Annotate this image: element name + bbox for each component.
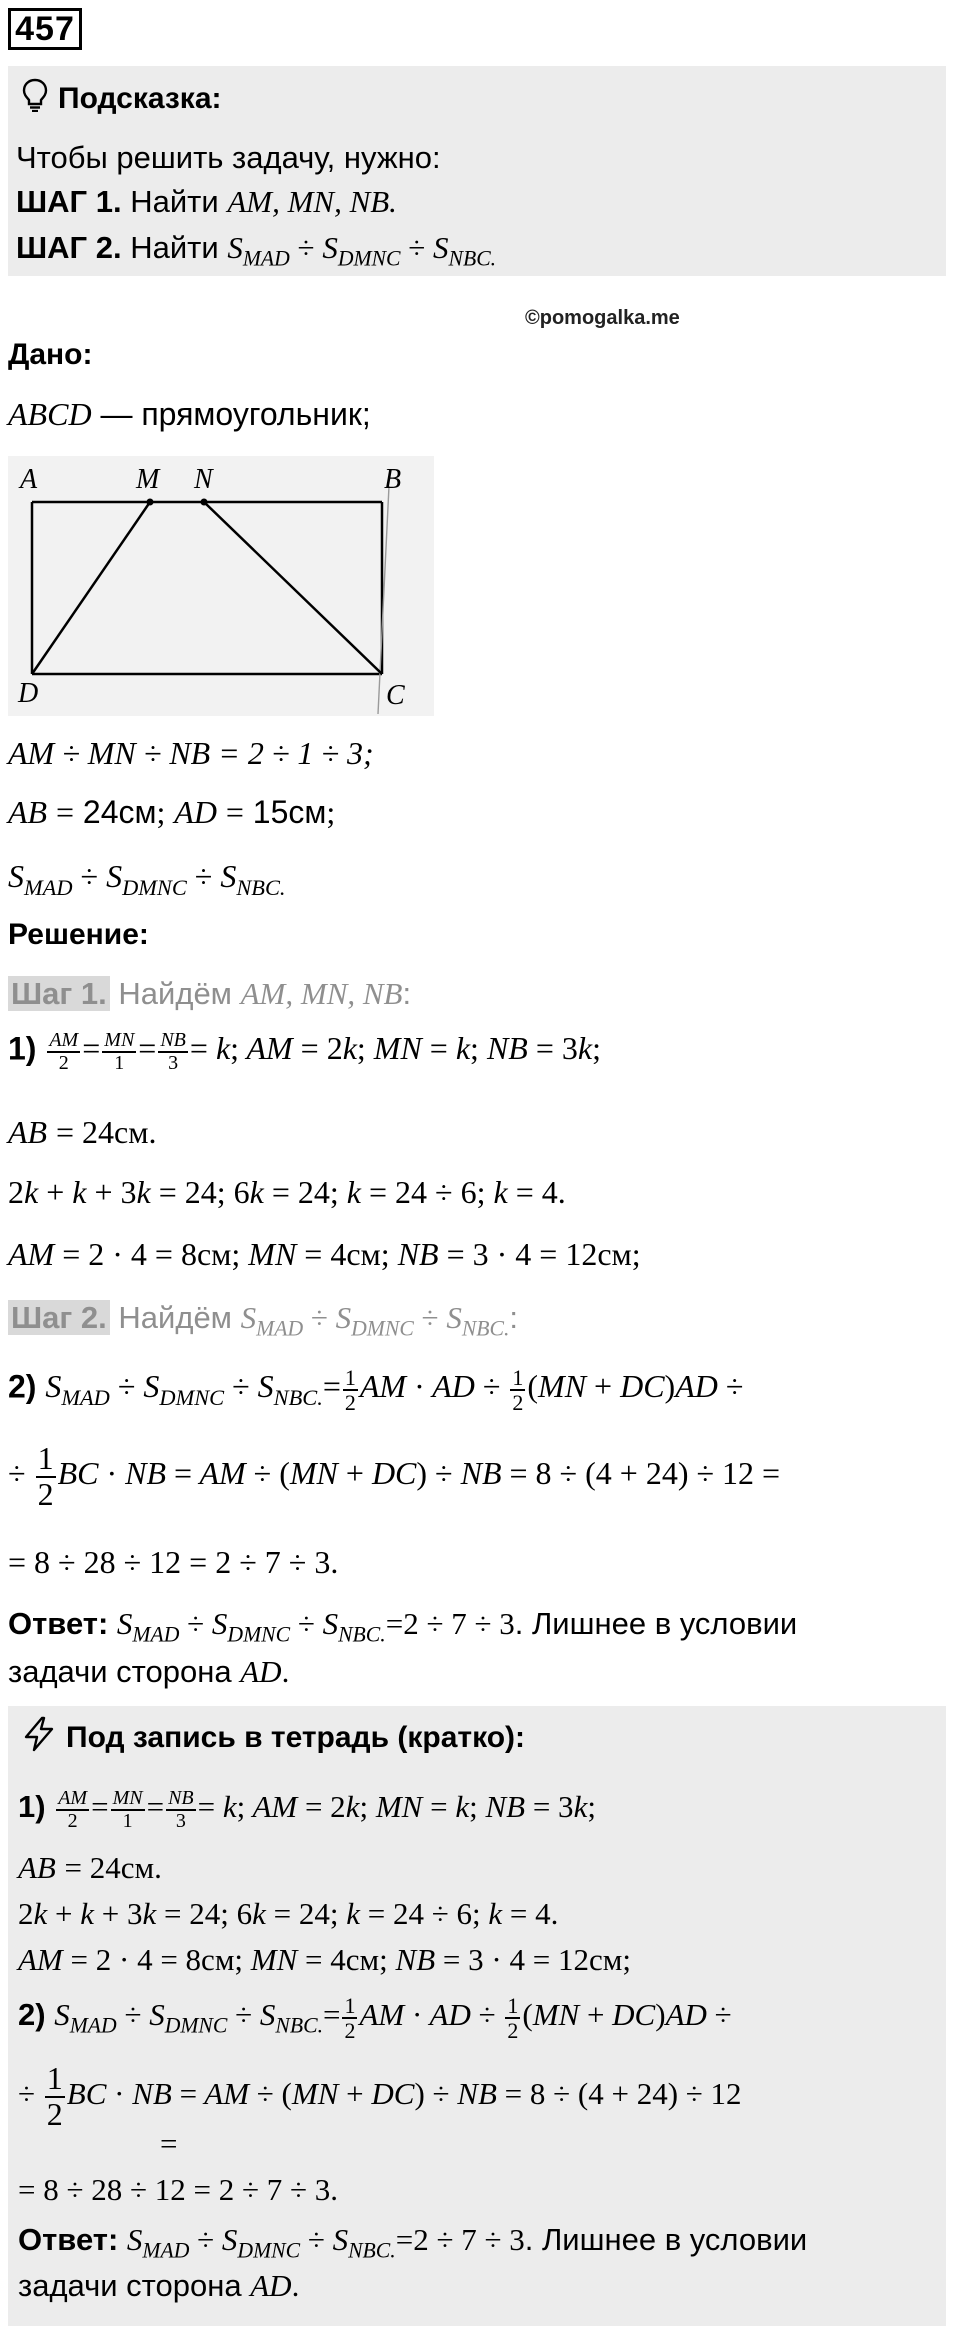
solution-ab: AB = 24см.	[8, 1114, 157, 1150]
label-d: D	[18, 678, 39, 709]
item2-label: 2)	[8, 1368, 37, 1405]
watermark: ©pomogalka.me	[525, 307, 680, 329]
point-m	[147, 499, 154, 506]
lightning-icon	[22, 1716, 56, 1760]
hint-step1-text: Найти	[130, 184, 219, 219]
label-n: N	[194, 464, 213, 495]
answer-line2: задачи сторона AD.	[8, 1654, 290, 1689]
solution-item2-line3: = 8 ÷ 28 ÷ 12 = 2 ÷ 7 ÷ 3.	[8, 1544, 339, 1580]
notes-answer-line1: Ответ: $S_{MAD} \div S_{DMNC} \div S_{NBC.}=2 \div 7 \div 3$. Лишнее в условии	[18, 2222, 808, 2263]
hint-header	[22, 78, 222, 120]
task-number-badge: 457	[8, 8, 82, 50]
notes-equation: 2k + k + 3k = 24; 6k = 24; k = 24 ÷ 6; k = 4.	[18, 1896, 559, 1931]
answer-label: Ответ:	[8, 1606, 109, 1641]
given-rectangle-line	[8, 396, 371, 433]
answer-text2: задачи сторона	[8, 1654, 232, 1689]
rectangle-name: ABCD	[8, 396, 92, 432]
point-n	[201, 499, 208, 506]
notes-answer-line2: задачи сторона AD.	[18, 2268, 300, 2303]
solution-step1-heading: Шаг 1. Найдём AM, MN, NB:	[8, 976, 411, 1012]
hint-step1-label: ШАГ 1.	[16, 184, 122, 219]
notes-ab: AB = 24см.	[18, 1850, 162, 1885]
solution-equation: 2k + k + 3k = 24; 6k = 24; k = 24 ÷ 6; k = 4.	[8, 1174, 566, 1210]
hint-step1-math: AM, MN, NB.	[227, 184, 397, 219]
step2-text: Найдём	[118, 1300, 232, 1335]
given-sides: AB = 24см; AD = 15см;	[8, 794, 336, 830]
hint-step2-label: ШАГ 2.	[16, 230, 122, 265]
step1-tag: Шаг 1.	[8, 976, 110, 1011]
notes-item1: 1) $\frac{AM}{2}$ = $\frac{MN}{1}$ = $\frac{NB}{3}$ = k; AM = 2k; MN = k; NB = 3k;	[18, 1787, 596, 1832]
hint-box	[8, 66, 946, 276]
hint-intro: Чтобы решить задачу, нужно:	[16, 140, 441, 175]
answer-ratio: 2 ÷ 7 ÷ 3	[403, 1606, 515, 1641]
notes-item2-line3: = 8 ÷ 28 ÷ 12 = 2 ÷ 7 ÷ 3.	[18, 2172, 339, 2207]
solution-lengths: AM = 2 · 4 = 8см; MN = 4см; NB = 3 · 4 = 12см;	[8, 1236, 641, 1272]
step1-text: Найдём	[118, 976, 232, 1011]
solution-item2-line2: ÷ $\frac{1}{2}$ BC · NB = AM ÷ (MN + DC) ÷ NB = 8 ÷ (4 + 24) ÷ 12 =	[8, 1440, 781, 1512]
notes-header	[22, 1716, 525, 1760]
solution-title: Решение:	[8, 918, 149, 951]
given-find: $S_{MAD} \div S_{DMNC} \div S_{NBC.}$	[8, 858, 286, 900]
hint-step2	[16, 230, 497, 271]
ad-value: 15см	[252, 794, 327, 830]
ab-value: 24см	[82, 794, 157, 830]
hint-step2-text: Найти	[130, 230, 219, 265]
notes-lengths: AM = 2 · 4 = 8см; MN = 4см; NB = 3 · 4 = 12см;	[18, 1942, 631, 1977]
solution-step2-heading: Шаг 2. Найдём $S_{MAD} \div S_{DMNC} \div S_{NBC.}$:	[8, 1300, 518, 1336]
answer-text1: . Лишнее в условии	[514, 1606, 798, 1641]
rectangle-figure	[8, 456, 434, 716]
notes-equals-sign: =	[160, 2126, 178, 2161]
step1-math: AM, MN, NB	[240, 976, 403, 1011]
rectangle-text: — прямоугольник;	[100, 396, 371, 432]
given-ratio: AM ÷ MN ÷ NB = 2 ÷ 1 ÷ 3;	[8, 735, 374, 771]
notes-box	[8, 1706, 946, 2326]
given-title: Дано:	[8, 338, 93, 371]
label-c: C	[386, 680, 405, 711]
step2-tag: Шаг 2.	[8, 1300, 110, 1335]
answer-line1: Ответ: $S_{MAD} \div S_{DMNC} \div S_{NBC.}=2 \div 7 \div 3$. Лишнее в условии	[8, 1606, 798, 1647]
item1-label: 1)	[8, 1030, 37, 1067]
solution-item2-line1: 2) $S_{MAD} \div S_{DMNC} \div S_{NBC.}=$ $\frac{1}{2}$ AM · AD ÷ $\frac{1}{2}$ (MN + DC)AD ÷	[8, 1365, 744, 1416]
lightbulb-icon	[22, 78, 48, 120]
label-b: B	[384, 464, 402, 495]
hint-step2-math: $S_{MAD} \div S_{DMNC} \div S_{NBC.}$	[227, 230, 497, 271]
hint-title: Подсказка:	[58, 82, 222, 115]
notes-item2-line2: ÷ $\frac{1}{2}$ BC · NB = AM ÷ (MN + DC) ÷ NB = 8 ÷ (4 + 24) ÷ 12	[18, 2060, 742, 2132]
label-a: A	[20, 464, 38, 495]
solution-item1: 1) $\frac{AM}{2}$ = $\frac{MN}{1}$ = $\frac{NB}{3}$ = k; AM = 2k; MN = k; NB = 3k;	[8, 1029, 601, 1074]
notes-item2-line1: 2) $S_{MAD} \div S_{DMNC} \div S_{NBC.}=$ $\frac{1}{2}$ AM · AD ÷ $\frac{1}{2}$ (MN + DC)AD ÷	[18, 1993, 732, 2044]
hint-step1	[16, 184, 397, 220]
notes-title: Под запись в тетрадь (кратко):	[66, 1721, 526, 1754]
label-m: M	[136, 464, 160, 495]
